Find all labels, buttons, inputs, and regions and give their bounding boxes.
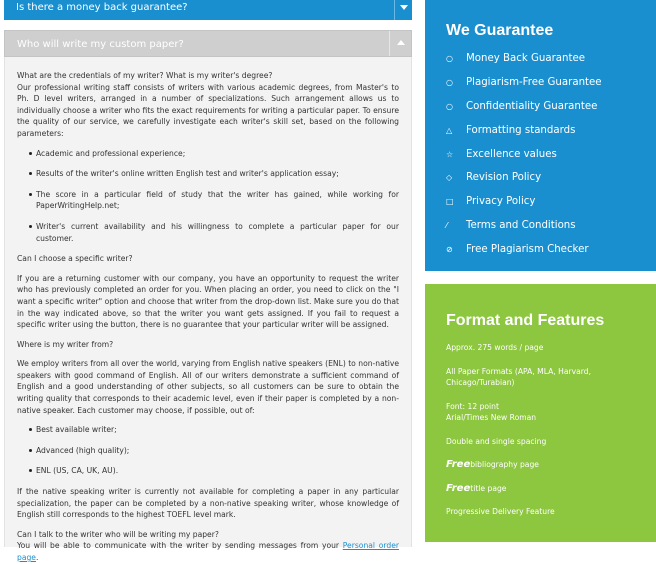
guarantee-item-privacy[interactable] <box>446 196 656 220</box>
guarantee-item-excellence[interactable] <box>446 149 656 173</box>
guarantee-item-label: Revision Policy <box>466 172 542 184</box>
guarantee-item-money-back[interactable] <box>446 53 656 77</box>
guarantee-item-label: Confidentiality Guarantee <box>466 100 598 112</box>
writer-levels-list <box>29 424 399 477</box>
guarantee-item-plagiarism-checker[interactable] <box>446 244 656 268</box>
guarantee-item-label: Money Back Guarantee <box>466 53 585 64</box>
where-question: Where is my writer from? <box>17 339 114 349</box>
feature-title-page <box>446 483 656 495</box>
talk-question: Can I talk to the writer who will be writing my paper? <box>17 529 219 539</box>
faq-writer-answer <box>4 57 412 562</box>
chevron-down-icon[interactable] <box>394 0 412 20</box>
guarantee-item-label: Plagiarism-Free Guarantee <box>466 76 602 88</box>
credentials-answer: Our professional writing staff consists of writers with various academic degrees, from Master's to Ph. D level writers, arranged in a number of specializations. Such arrangement allows us to individually choose a writer who fits the exact requirements for writing a particular paper. To ensure the quality of our service, we carefully investigate each writer's skill set, based on the following parameters: <box>17 82 399 138</box>
personal-order-page-link[interactable]: Personal order page <box>17 541 399 562</box>
feature-words: Approx. 275 words / page <box>446 343 544 352</box>
feature-font <box>446 401 656 424</box>
guarantee-item-plagiarism-free[interactable] <box>446 77 656 101</box>
star-icon: ☆ <box>446 149 454 159</box>
list-item: Best available writer; <box>29 424 399 436</box>
guarantee-list <box>446 53 656 268</box>
guarantee-item-formatting[interactable] <box>446 125 656 149</box>
talk-answer-end: . <box>35 553 39 562</box>
diamond-icon: ◇ <box>446 173 453 183</box>
feature-font-family: Arial/Times New Roman <box>446 413 537 422</box>
circle-icon: ○ <box>446 54 453 63</box>
features-panel <box>425 284 656 542</box>
guarantee-item-label: Terms and Conditions <box>466 220 576 232</box>
slashed-circle-icon: ⊘ <box>446 245 453 255</box>
talk-answer <box>17 540 399 563</box>
feature-delivery: Progressive Delivery Feature <box>446 507 555 516</box>
guarantee-item-revision[interactable] <box>446 172 656 196</box>
parameters-list <box>29 148 399 245</box>
faq-money-back-header[interactable] <box>4 0 412 20</box>
feature-bibliography <box>446 459 656 471</box>
where-answer: We employ writers from all over the world, varying from English native speakers (ENL) to non-native speakers with good command of English. All of our writers demonstrate a sufficient command of English and a good understanding of other subjects, so all customers can be sure to obtain the writing quality that corresponds to their academic level, even if their paper is completed by a non-native speaker. Each customer may choose, if possible, out of: <box>17 359 399 415</box>
guarantee-item-confidentiality[interactable] <box>446 101 656 125</box>
circle-icon: ○ <box>446 77 453 87</box>
faq-writer-question: Who will write my custom paper? <box>17 39 184 50</box>
square-icon: □ <box>446 197 454 207</box>
list-item: Writer's current availability and his willingness to complete a particular paper for our customer. <box>29 221 399 244</box>
pencil-icon: ⁄ <box>446 221 448 231</box>
circle-icon: ○ <box>446 101 453 111</box>
feature-spacing: Double and single spacing <box>446 436 547 446</box>
native-answer: If the native speaking writer is currently not available for completing a paper in any particular specialization, the paper can be completed by a non-native speaking writer, whose knowledge of English still corresponds to the highest TOEFL level mark. <box>17 487 399 520</box>
guarantee-item-label: Excellence values <box>466 148 557 160</box>
guarantee-title: We Guarantee <box>446 22 554 39</box>
list-item: ENL (US, CA, UK, AU). <box>29 465 399 477</box>
talk-answer-text: You will be able to communicate with the writer by sending messages from your <box>17 541 343 551</box>
features-title: Format and Features <box>446 312 605 329</box>
choose-question: Can I choose a specific writer? <box>17 254 133 264</box>
free-label: Free <box>446 482 471 494</box>
faq-writer-header[interactable] <box>4 30 412 57</box>
guarantee-panel <box>425 0 656 271</box>
list-item: The score in a particular field of study that the writer has gained, while working for PaperWritingHelp.net; <box>29 189 399 212</box>
guarantee-item-terms[interactable] <box>446 220 656 244</box>
chevron-up-icon[interactable] <box>389 31 411 56</box>
triangle-icon: △ <box>446 125 453 135</box>
feature-formats: All Paper Formats (APA, MLA, Harvard, Chicago/Turabian) <box>446 366 591 387</box>
guarantee-item-label: Formatting standards <box>466 124 576 136</box>
guarantee-item-label: Free Plagiarism Checker <box>466 244 589 256</box>
list-item: Results of the writer's online written English test and writer's application essay; <box>29 168 399 180</box>
feature-font-size: Font: 12 point <box>446 401 499 411</box>
feature-bibliography-text: bibliography page <box>470 460 539 469</box>
feature-title-page-text: title page <box>470 483 507 493</box>
list-item: Advanced (high quality); <box>29 445 399 457</box>
free-label: Free <box>446 459 471 470</box>
credentials-question: What are the credentials of my writer? What is my writer's degree? <box>17 71 273 80</box>
choose-answer: If you are a returning customer with our company, you have an opportunity to request the writer who has previously completed an order for you. When placing an order, you need to click on the "I want a specific writer" option and choose that writer from the drop-down list. Make sure you do that in the way indicated above, so that the writer you want gets assigned. If you fail to request a specific writer using the button, there is no guarantee that your particular writer will be assigned. <box>17 273 399 330</box>
guarantee-item-label: Privacy Policy <box>466 196 536 208</box>
list-item: Academic and professional experience; <box>29 148 399 160</box>
faq-money-back-question: Is there a money back guarantee? <box>16 2 188 13</box>
